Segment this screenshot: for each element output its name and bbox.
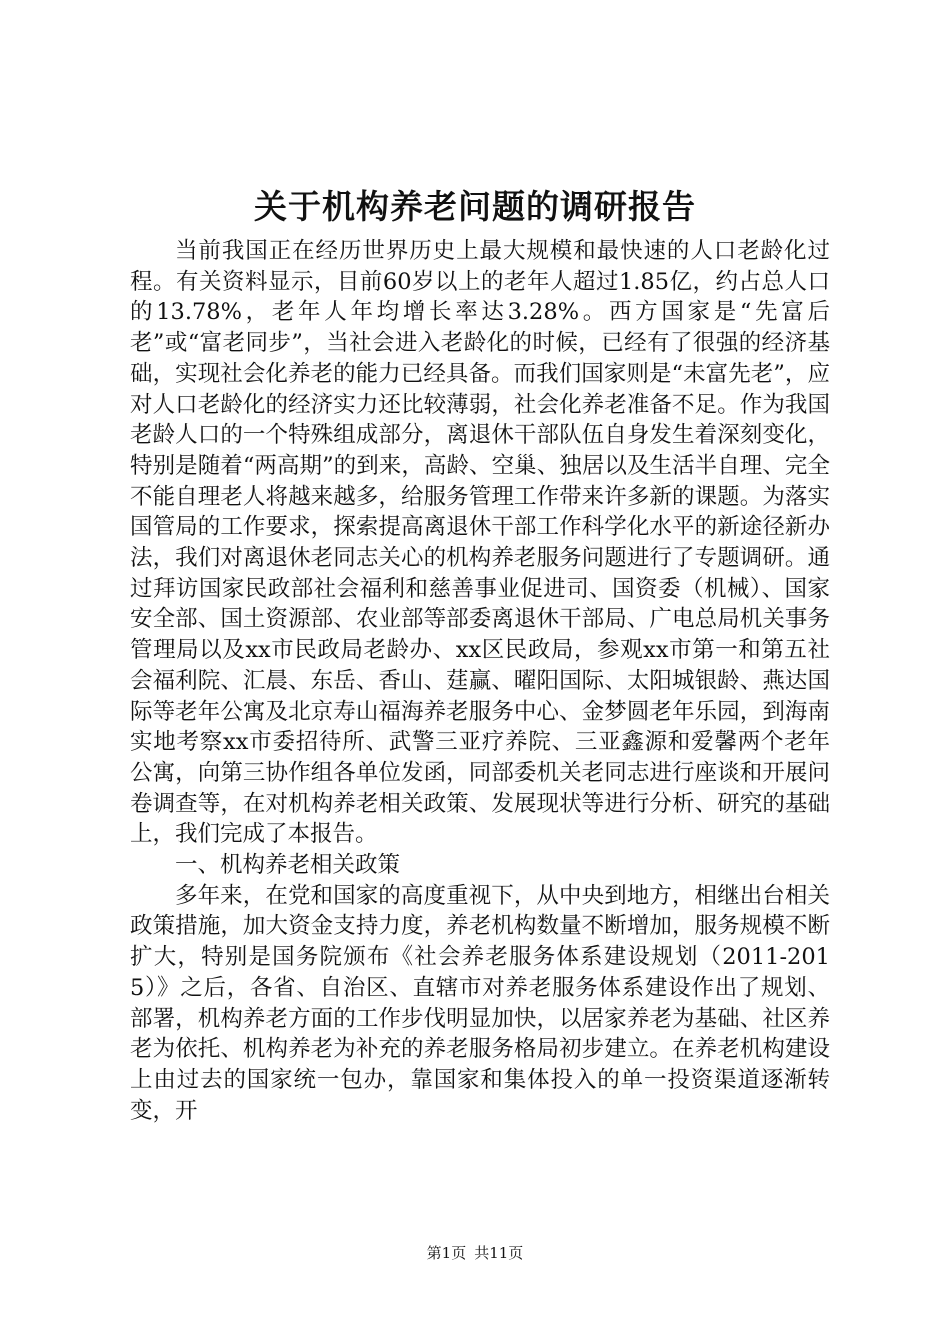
section-heading: 一、机构养老相关政策: [175, 852, 401, 879]
page-total: 共11页: [474, 1244, 524, 1262]
page-number: 第1页: [426, 1244, 467, 1262]
document-title: 关于机构养老问题的调研报告: [254, 187, 696, 226]
body-paragraph: 多年来，在党和国家的高度重视下，从中央到地方，相继出台相关政策措施，加大资金支持力度，养老机构数量不断增加，服务规模不断扩大，特别是国务院颁布《社会养老服务体系建设规划（2011-2015）》之后，各省、自治区、直辖市对养老服务体系建设作出了规划、部署，机构养老方面的工作步伐明显加快，以居家养老为基础、社区养老为依托、机构养老为补充的养老服务格局初步建立。在养老机构建设上由过去的国家统一包办，靠国家和集体投入的单一投资渠道逐渐转变，开: [130, 882, 830, 1124]
body-paragraph: 当前我国正在经历世界历史上最大规模和最快速的人口老龄化过程。有关资料显示，目前60岁以上的老年人超过1.85亿，约占总人口的13.78%，老年人年均增长率达3.28%。西方国家是“先富后老”或“富老同步”，当社会进入老龄化的时候，已经有了很强的经济基础，实现社会化养老的能力已经具备。而我们国家则是“未富先老”，应对人口老龄化的经济实力还比较薄弱，社会化养老准备不足。作为我国老龄人口的一个特殊组成部分，离退休干部队伍自身发生着深刻变化，特别是随着“两高期”的到来，高龄、空巢、独居以及生活半自理、完全不能自理老人将越来越多，给服务管理工作带来许多新的课题。为落实国管局的工作要求，探索提高离退休干部工作科学化水平的新途径新办法，我们对离退休老同志关心的机构养老服务问题进行了专题调研。通过拜访国家民政部社会福利和慈善事业促进司、国资委（机械）、国家安全部、国土资源部、农业部等部委离退休干部局、广电总局机关事务管理局以及xx市民政局老龄办、xx区民政局，参观xx市第一和第五社会福利院、汇晨、东岳、香山、莛赢、曜阳国际、太阳城银龄、燕达国际等老年公寓及北京寿山福海养老服务中心、金梦圆老年乐园，到海南实地考察xx市委招待所、武警三亚疗养院、三亚鑫源和爱馨两个老年公寓，向第三协作组各单位发函，同部委机关老同志进行座谈和开展问卷调查等，在对机构养老相关政策、发展现状等进行分析、研究的基础上，我们完成了本报告。: [130, 238, 830, 848]
page-footer: [0, 1243, 950, 1263]
document-body: [130, 236, 830, 1126]
